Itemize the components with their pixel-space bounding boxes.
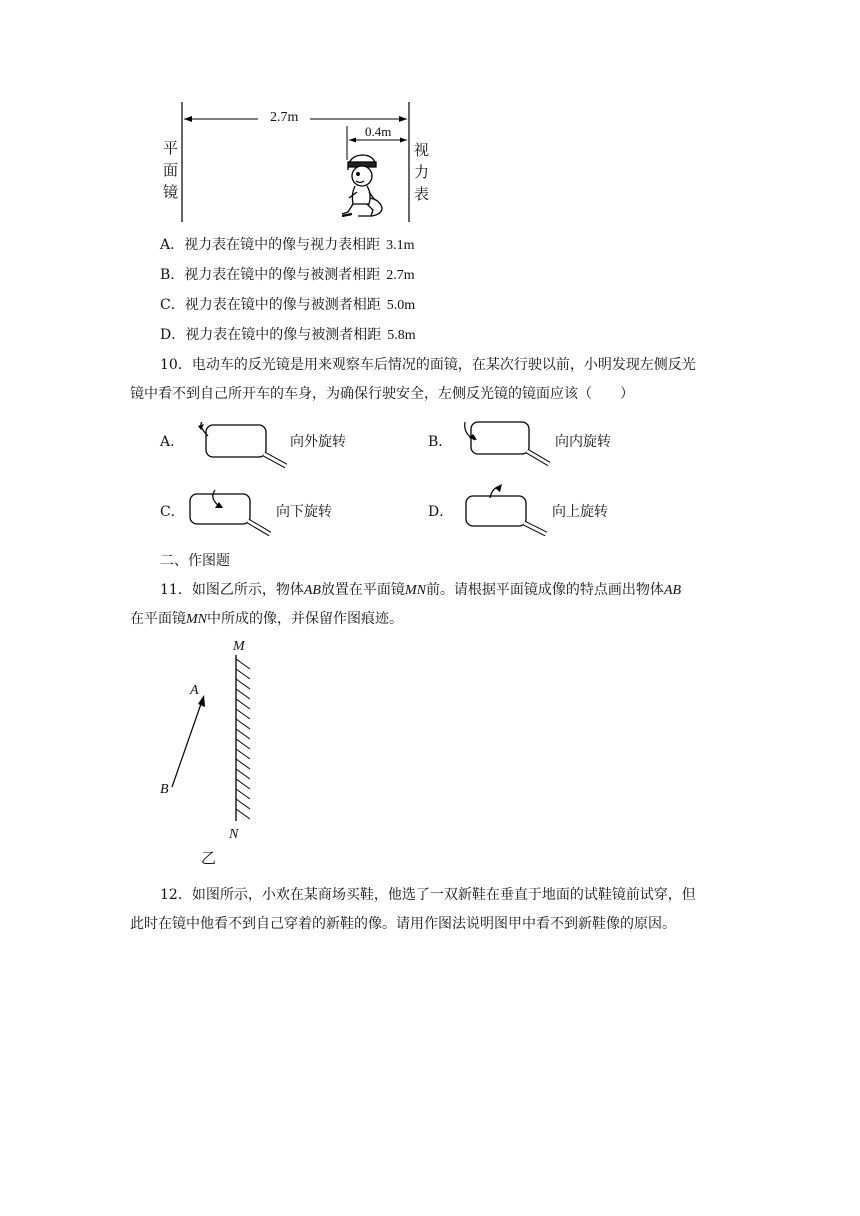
q11-stem-line2 — [130, 609, 403, 630]
q11-ab: AB — [663, 583, 682, 598]
q12-stem-line2: 此时在镜中他看不到自己穿着的新鞋的像。请用作图法说明图甲中看不到新鞋像的原因。 — [130, 916, 676, 932]
q9-option-d — [160, 325, 416, 346]
option-letter: D． — [160, 327, 186, 343]
mirror-label-1: 平 — [163, 139, 179, 157]
chart-label-1: 视 — [414, 141, 430, 159]
q9-option-b — [160, 265, 415, 286]
label-b: B — [160, 782, 169, 797]
distance-total-label: 2.7m — [270, 110, 299, 125]
mirror-label-2: 面 — [163, 161, 179, 179]
q9-option-c — [160, 295, 415, 316]
mirror-inward-icon — [455, 418, 555, 468]
q11-text: 中所成的像，并保留作图痕迹。 — [207, 611, 403, 627]
mirror-downward-icon — [185, 484, 275, 536]
label-n: N — [229, 827, 239, 842]
q11-mn: MN — [404, 583, 426, 598]
chart-label-3: 表 — [414, 185, 430, 203]
label-a: A — [190, 683, 199, 698]
q10-stem-line1: 10．电动车的反光镜是用来观察车后情况的面镜，在某次行驶以前，小明发现左侧反光 — [160, 357, 696, 373]
option-letter: A． — [160, 237, 185, 253]
q10-option-d-label: 向上旋转 — [552, 504, 608, 520]
option-text: 视力表在镜中的像与被测者相距 — [184, 297, 381, 313]
label-m: M — [233, 639, 245, 654]
q11-ab: AB — [303, 583, 321, 598]
q10-option-a-label: 向外旋转 — [290, 434, 346, 450]
person-icon — [342, 155, 382, 216]
option-text: 视力表在镜中的像与视力表相距 — [184, 237, 381, 253]
mirror-label-3: 镜 — [163, 183, 179, 201]
q11-text: 放置在平面镜 — [320, 582, 405, 598]
option-text: 视力表在镜中的像与被测者相距 — [184, 267, 381, 283]
option-value: 5.8m — [387, 328, 416, 343]
q10-option-d-letter: D． — [428, 504, 454, 520]
q10-option-c-label: 向下旋转 — [276, 504, 332, 520]
section-heading: 二、作图题 — [160, 553, 230, 569]
q11-text: 11．如图乙所示，物体 — [160, 582, 304, 598]
figure-caption: 乙 — [201, 849, 217, 867]
option-letter: B． — [160, 267, 185, 283]
mirror-outward-icon — [190, 420, 290, 470]
q11-stem-line1 — [160, 580, 681, 601]
q10-option-b-label: 向内旋转 — [555, 434, 611, 450]
option-letter: C． — [160, 297, 185, 313]
q12-stem-line1: 12．如图所示，小欢在某商场买鞋，他选了一双新鞋在垂直于地面的试鞋镜前试穿，但 — [160, 887, 696, 903]
q11-text: 前。请根据平面镜成像的特点画出物体 — [425, 582, 664, 598]
q9-option-a — [160, 235, 415, 256]
q10-option-a-letter: A． — [160, 434, 185, 450]
q10-stem-line2: 镜中看不到自己所开车的车身，为确保行驶安全，左侧反光镜的镜面应该（ ） — [130, 386, 634, 402]
q10-option-c-letter: C． — [160, 504, 185, 520]
option-value: 2.7m — [386, 268, 415, 283]
option-value: 5.0m — [386, 298, 416, 313]
vision-test-diagram — [160, 100, 440, 225]
option-text: 视力表在镜中的像与被测者相距 — [185, 327, 382, 343]
q11-text: 在平面镜 — [130, 611, 186, 627]
q10-option-b-letter: B． — [428, 434, 453, 450]
chart-label-2: 力 — [414, 163, 430, 181]
q11-mn: MN — [186, 612, 207, 627]
figure-mirror-ab — [150, 635, 270, 870]
option-value: 3.1m — [386, 238, 415, 253]
distance-person-label: 0.4m — [365, 124, 392, 139]
mirror-upward-icon — [462, 480, 552, 536]
figure-vision-test — [160, 100, 440, 225]
